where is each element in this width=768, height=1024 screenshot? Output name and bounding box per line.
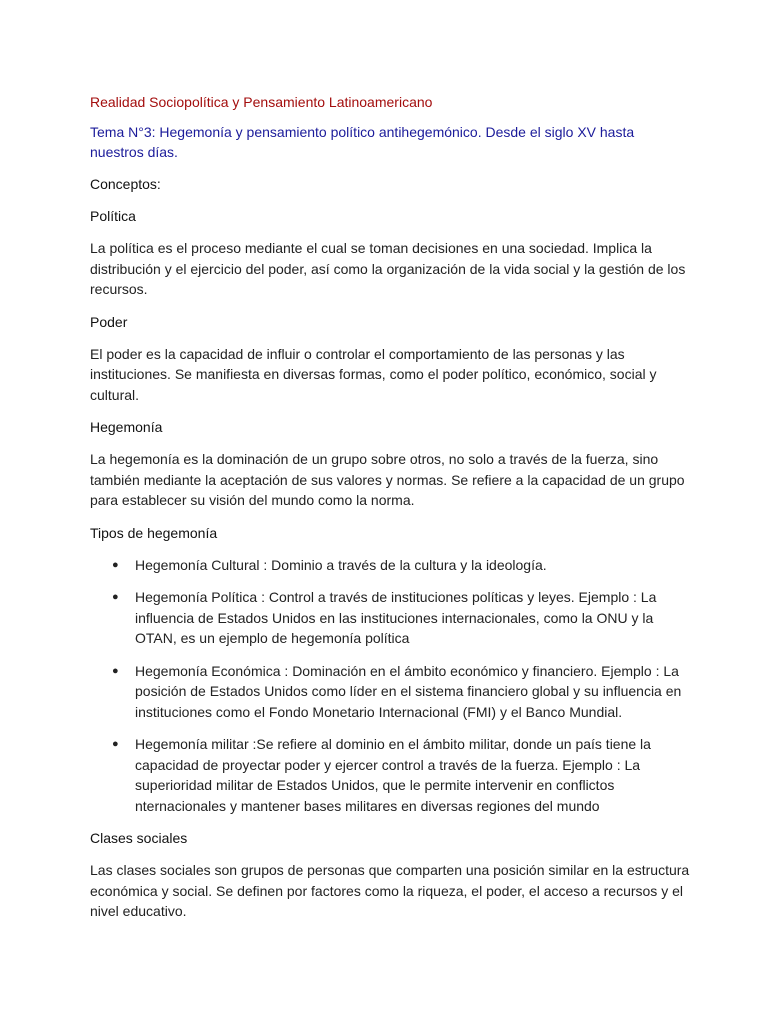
course-title: Realidad Sociopolítica y Pensamiento Latinoamericano	[90, 94, 433, 110]
hegemony-types-list	[90, 555, 690, 817]
list-item-text: Hegemonía Política : Control a través de instituciones políticas y leyes. Ejemplo : La influencia de Estados Unidos en las instituciones internacionales, como la ONU y la OTAN, es un ejemplo de hegemonía política	[135, 589, 657, 646]
list-item-text: Hegemonía Económica : Dominación en el ámbito económico y financiero. Ejemplo : La posición de Estados Unidos como líder en el sistema financiero global y su influencia en instituciones como el Fondo Monetario Internacional (FMI) y el Banco Mundial.	[135, 662, 682, 720]
bullet-icon: ●	[112, 664, 119, 677]
document-content	[90, 92, 690, 934]
list-item-militar	[90, 734, 690, 816]
bullet-icon: ●	[112, 558, 119, 571]
types-heading: Tipos de hegemonía	[90, 524, 218, 541]
bullet-icon: ●	[112, 738, 119, 750]
bullet-icon: ●	[112, 591, 119, 603]
list-item-economica	[90, 661, 690, 723]
list-item-cultural	[90, 555, 690, 576]
section-text-hegemonia: La hegemonía es la dominación de un grupo sobre otros, no solo a través de la fuerza, sino también mediante la aceptación de sus valores y normas. Se refiere a la capacidad de un grupo para establecer su visión del mundo como la norma.	[90, 451, 685, 508]
section-text-politica: La política es el proceso mediante el cual se toman decisiones en una sociedad. Implica la distribución y el ejercicio del poder, así como la organización de la vida social y la gestión de los recursos.	[90, 240, 686, 297]
section-heading-politica: Política	[90, 208, 136, 224]
concepts-label: Conceptos:	[90, 176, 161, 192]
list-item-text: Hegemonía militar :Se refiere al dominio en el ámbito militar, donde un país tiene la capacidad de proyectar poder y ejercer control a través de la fuerza. Ejemplo : La superioridad militar de Estados Unidos, que le permite intervenir en conflictos nternacionales y mantener bases militares en diversas regiones del mundo	[135, 736, 651, 814]
social-classes-text: Las clases sociales son grupos de personas que comparten una posición similar en la estructura económica y social. Se definen por factores como la riqueza, el poder, el acceso a recursos y el nivel educativo.	[90, 862, 690, 919]
list-item-politica	[90, 587, 690, 649]
section-heading-poder: Poder	[90, 313, 128, 330]
topic-title: Tema N°3: Hegemonía y pensamiento político antihegemónico. Desde el siglo XV hasta nuestros días.	[90, 124, 635, 160]
section-heading-hegemonia: Hegemonía	[90, 419, 163, 435]
list-item-text: Hegemonía Cultural : Dominio a través de la cultura y la ideología.	[135, 556, 547, 573]
section-text-poder: El poder es la capacidad de influir o controlar el comportamiento de las personas y las instituciones. Se manifiesta en diversas formas, como el poder político, económico, social y cultural.	[90, 345, 657, 403]
social-classes-heading: Clases sociales	[90, 830, 188, 846]
